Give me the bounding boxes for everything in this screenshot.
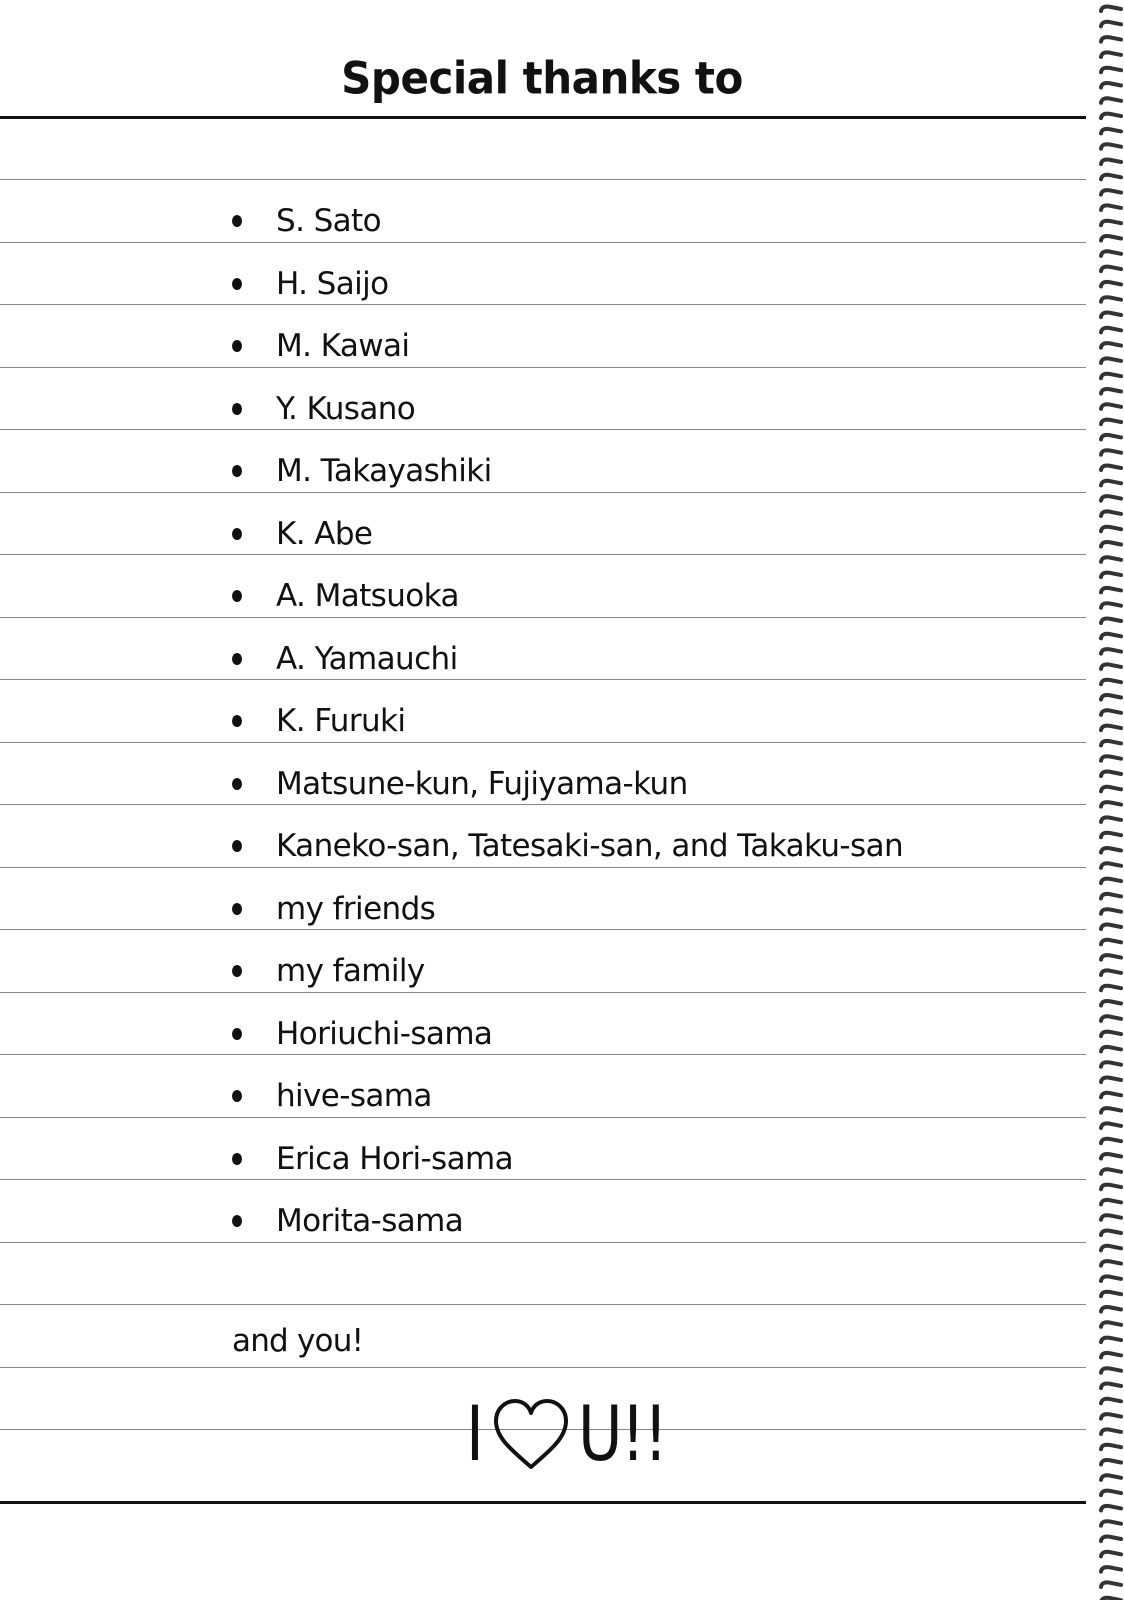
spiral-coil (1101, 1368, 1121, 1373)
spiral-coil (1101, 1215, 1121, 1220)
spiral-coil (1101, 144, 1121, 149)
spiral-coil (1101, 894, 1121, 899)
spiral-coil (1101, 450, 1121, 455)
spiral-coil (1101, 1582, 1121, 1587)
list-item-label: A. Yamauchi (276, 641, 458, 677)
spiral-coil (1101, 710, 1121, 715)
spiral-coil (1101, 603, 1121, 608)
spiral-coil (1101, 236, 1121, 241)
bullet-icon (232, 340, 242, 352)
list-item-label: M. Takayashiki (276, 453, 492, 489)
spiral-coil (1101, 1246, 1121, 1251)
bullet-icon (232, 840, 242, 852)
spiral-coil (1101, 1276, 1121, 1281)
spiral-coil (1101, 1338, 1121, 1343)
ruled-line (0, 742, 1086, 743)
bullet-icon (232, 465, 242, 477)
list-item-label: Kaneko-san, Tatesaki-san, and Takaku-san (276, 828, 904, 864)
spiral-coil (1101, 313, 1121, 318)
list-item-label: A. Matsuoka (276, 578, 459, 614)
spiral-coil (1101, 404, 1121, 409)
spiral-coil (1101, 328, 1121, 333)
ruled-line (0, 617, 1086, 618)
spiral-coil (1101, 634, 1121, 639)
list-item (230, 451, 492, 491)
spiral-coil (1101, 741, 1121, 746)
spiral-coil (1101, 389, 1121, 394)
ruled-line (0, 367, 1086, 368)
spiral-coil (1101, 1475, 1121, 1480)
spiral-coil (1101, 1047, 1121, 1052)
bullet-icon (232, 715, 242, 727)
spiral-coil (1101, 205, 1121, 210)
list-item (230, 1139, 513, 1179)
love-message (466, 1389, 726, 1478)
spiral-coil (1101, 1292, 1121, 1297)
page-title: Special thanks to (341, 52, 743, 105)
spiral-coil (1101, 879, 1121, 884)
spiral-coil (1101, 1078, 1121, 1083)
spiral-coil (1101, 817, 1121, 822)
spiral-coil (1101, 1231, 1121, 1236)
spiral-coil (1101, 680, 1121, 685)
spiral-coil (1101, 1567, 1121, 1572)
ruled-line (0, 1117, 1086, 1118)
list-item-label: my family (276, 953, 425, 989)
spiral-binding (1098, 0, 1124, 1600)
list-item (230, 889, 435, 929)
spiral-coil (1101, 1261, 1121, 1266)
spiral-coil (1101, 175, 1121, 180)
list-item (230, 1076, 432, 1116)
list-item (230, 576, 459, 616)
bullet-icon (232, 903, 242, 915)
spiral-coil (1101, 970, 1121, 975)
list-item-label: Erica Hori-sama (276, 1141, 514, 1177)
list-item (230, 264, 389, 304)
spiral-coil (1101, 1093, 1121, 1098)
list-item-label: hive-sama (276, 1078, 432, 1114)
spiral-coil (1101, 1384, 1121, 1389)
spiral-coil (1101, 190, 1121, 195)
bullet-icon (232, 1090, 242, 1102)
spiral-coil (1101, 1491, 1121, 1496)
spiral-coil (1101, 68, 1121, 73)
ruled-line (0, 242, 1086, 243)
list-item (230, 701, 405, 741)
spiral-coil (1101, 955, 1121, 960)
spiral-coil (1101, 909, 1121, 914)
spiral-coil (1101, 1322, 1121, 1327)
title-underline (0, 116, 1086, 119)
spiral-coil (1101, 251, 1121, 256)
spiral-coil (1101, 557, 1121, 562)
list-item-label: Horiuchi-sama (276, 1016, 493, 1052)
spiral-coil (1101, 496, 1121, 501)
spiral-coil (1101, 160, 1121, 165)
spiral-coil (1101, 863, 1121, 868)
ruled-line (0, 1367, 1086, 1368)
spiral-coil (1101, 358, 1121, 363)
list-item-label: H. Saijo (276, 266, 389, 302)
ruled-line (0, 804, 1086, 805)
bullet-icon (232, 1028, 242, 1040)
ruled-line (0, 992, 1086, 993)
spiral-coil (1101, 588, 1121, 593)
list-item (230, 326, 409, 366)
list-item (230, 951, 425, 991)
closing-text: and you! (232, 1323, 364, 1359)
spiral-coil (1101, 114, 1121, 119)
list-item-label: M. Kawai (276, 328, 410, 364)
spiral-coil (1101, 649, 1121, 654)
spiral-coil (1101, 1108, 1121, 1113)
spiral-coil (1101, 435, 1121, 440)
spiral-coil (1101, 1537, 1121, 1542)
spiral-coil (1101, 1139, 1121, 1144)
ruled-line (0, 679, 1086, 680)
spiral-coil (1101, 1429, 1121, 1434)
spiral-coil (1101, 129, 1121, 134)
spiral-coil (1101, 1001, 1121, 1006)
spiral-coil (1101, 297, 1121, 302)
ruled-line (0, 1054, 1086, 1055)
ruled-line (0, 1179, 1086, 1180)
spiral-coil (1101, 664, 1121, 669)
list-item (230, 1014, 492, 1054)
bullet-icon (232, 278, 242, 290)
ruled-line (0, 1304, 1086, 1305)
spiral-coil (1101, 481, 1121, 486)
spiral-coil (1101, 221, 1121, 226)
spiral-coil (1101, 1154, 1121, 1159)
spiral-coil (1101, 466, 1121, 471)
spiral-coil (1101, 1016, 1121, 1021)
spiral-coil (1101, 787, 1121, 792)
spiral-coil (1101, 542, 1121, 547)
ruled-line (0, 1242, 1086, 1243)
list-item-label: Morita-sama (276, 1203, 464, 1239)
ruled-line (0, 304, 1086, 305)
spiral-coil (1101, 619, 1121, 624)
list-item-label: Matsune-kun, Fujiyama-kun (276, 766, 688, 802)
love-message-first: I (466, 1389, 483, 1478)
bullet-icon (232, 965, 242, 977)
spiral-coil (1101, 986, 1121, 991)
bullet-icon (232, 590, 242, 602)
spiral-coil (1101, 573, 1121, 578)
list-item (230, 1201, 463, 1241)
ruled-line (0, 554, 1086, 555)
spiral-coil (1101, 925, 1121, 930)
spiral-coil (1101, 1169, 1121, 1174)
spiral-coil (1101, 374, 1121, 379)
bullet-icon (232, 1153, 242, 1165)
spiral-coil (1101, 22, 1121, 27)
spiral-coil (1101, 726, 1121, 731)
list-item-label: K. Furuki (276, 703, 406, 739)
spiral-coil (1101, 98, 1121, 103)
love-message-last: U!! (578, 1389, 667, 1478)
spiral-coil (1101, 267, 1121, 272)
bullet-icon (232, 403, 242, 415)
spiral-coil (1101, 1521, 1121, 1526)
spiral-coil (1101, 848, 1121, 853)
spiral-coil (1101, 1414, 1121, 1419)
bullet-icon (232, 528, 242, 540)
spiral-coil (1101, 1353, 1121, 1358)
spiral-coil (1101, 1445, 1121, 1450)
spiral-coil (1101, 282, 1121, 287)
bullet-icon (232, 215, 242, 227)
bottom-rule (0, 1501, 1086, 1504)
list-item (230, 514, 372, 554)
spiral-coil (1101, 1123, 1121, 1128)
spiral-coil (1101, 1460, 1121, 1465)
bullet-icon (232, 653, 242, 665)
spiral-coil (1101, 1399, 1121, 1404)
spiral-coil (1101, 695, 1121, 700)
spiral-coil (1101, 1032, 1121, 1037)
ruled-line (0, 179, 1086, 180)
bullet-icon (232, 778, 242, 790)
spiral-coil (1101, 37, 1121, 42)
ruled-line (0, 492, 1086, 493)
spiral-coil (1101, 756, 1121, 761)
list-item (230, 764, 688, 804)
spiral-coil (1101, 1552, 1121, 1557)
spiral-coil (1101, 52, 1121, 57)
ruled-line (0, 429, 1086, 430)
spiral-coil (1101, 1062, 1121, 1067)
spiral-coil (1101, 527, 1121, 532)
list-item-label: K. Abe (276, 516, 373, 552)
spiral-coil (1101, 1307, 1121, 1312)
spiral-coil (1101, 1200, 1121, 1205)
list-item-label: S. Sato (276, 203, 381, 239)
ruled-line (0, 929, 1086, 930)
list-item-label: my friends (276, 891, 436, 927)
list-item (230, 639, 458, 679)
list-item (230, 201, 381, 241)
heart-outline-icon (492, 1397, 570, 1471)
spiral-coil (1101, 343, 1121, 348)
spiral-coil (1101, 833, 1121, 838)
spiral-coil (1101, 772, 1121, 777)
bullet-icon (232, 1215, 242, 1227)
spiral-coil (1101, 420, 1121, 425)
spiral-coil (1101, 802, 1121, 807)
spiral-coil (1101, 7, 1121, 12)
spiral-coil (1101, 1506, 1121, 1511)
ruled-line (0, 867, 1086, 868)
list-item-label: Y. Kusano (276, 391, 416, 427)
list-item (230, 826, 903, 866)
spiral-coil (1101, 940, 1121, 945)
spiral-coil (1101, 511, 1121, 516)
list-item (230, 389, 415, 429)
spiral-coil (1101, 1185, 1121, 1190)
spiral-coil (1101, 83, 1121, 88)
